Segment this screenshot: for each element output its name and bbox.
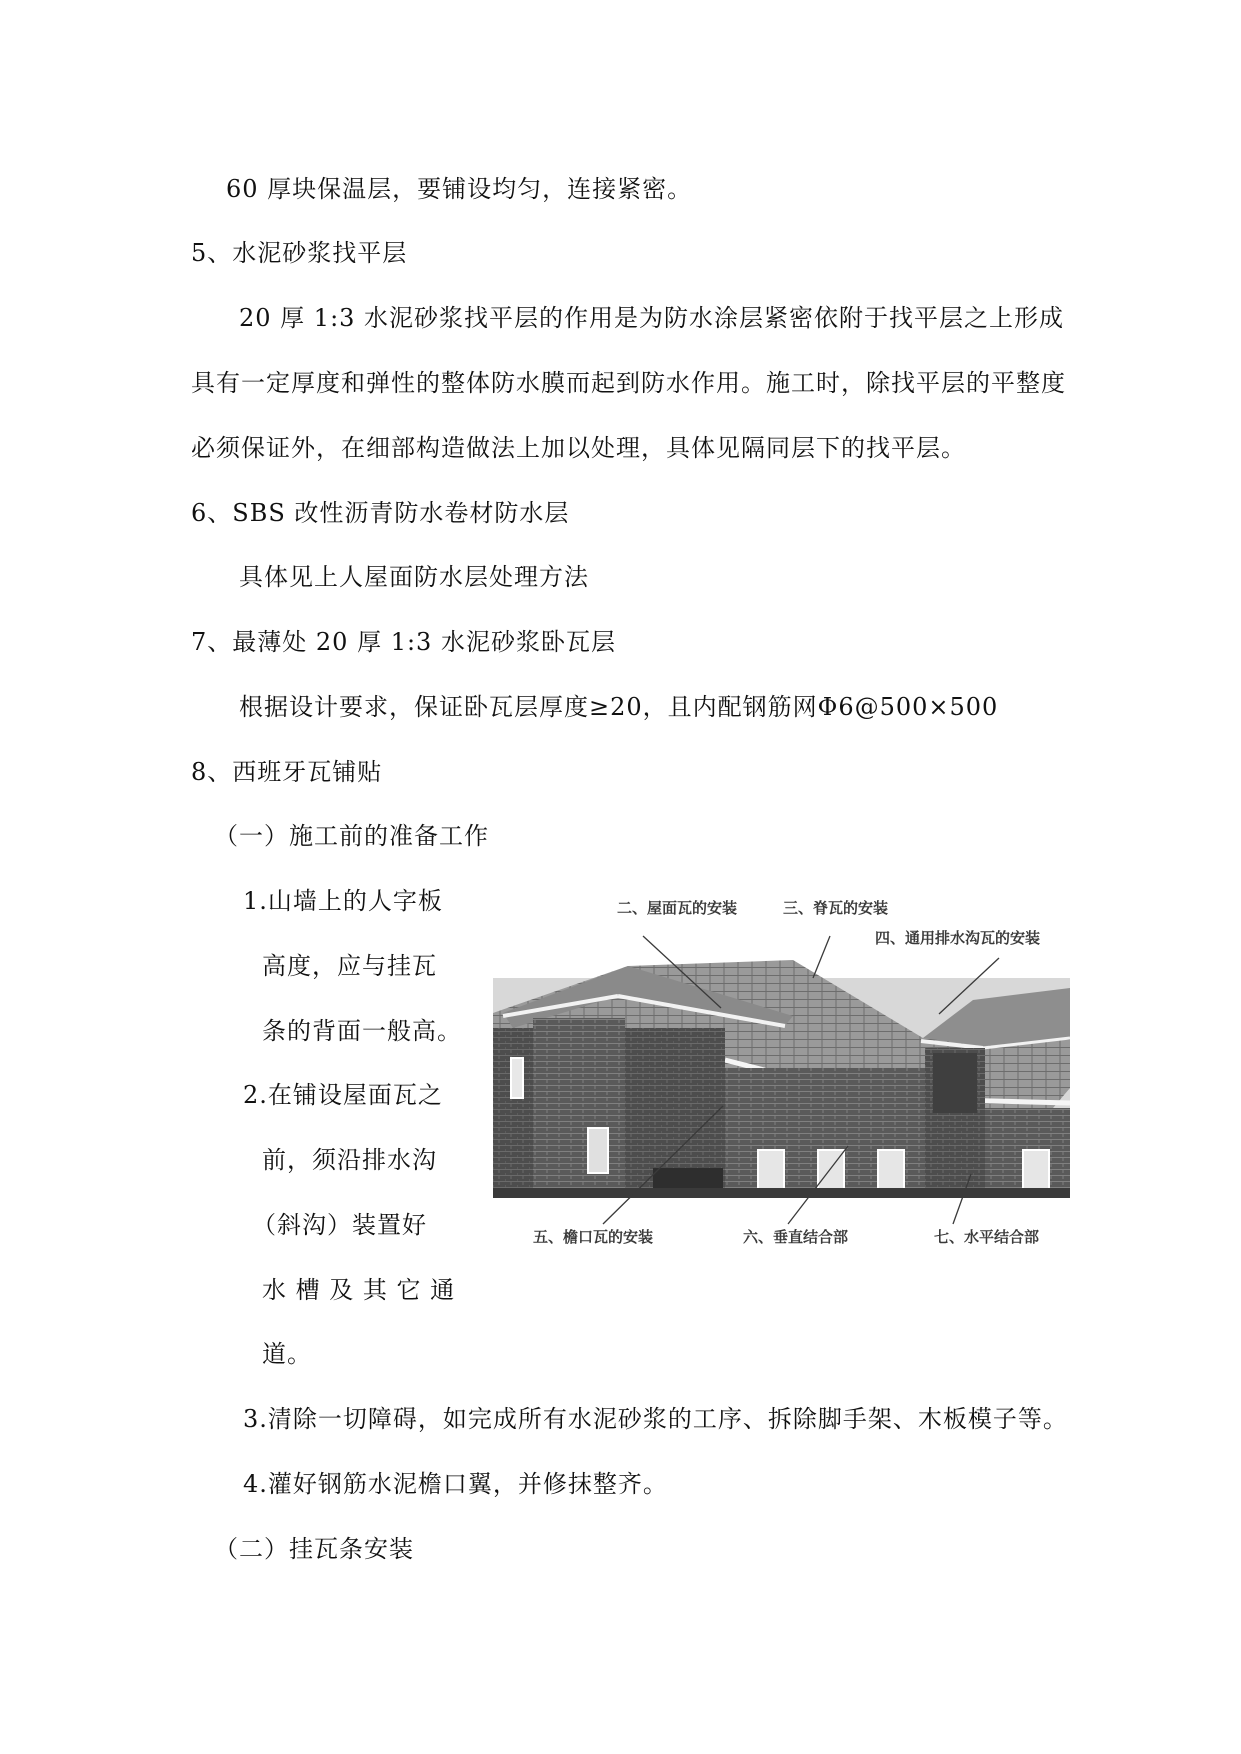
list-item-1-line-3: 条的背面一般高。 bbox=[262, 1017, 462, 1045]
list-item-2-line-2: 前，须沿排水沟 bbox=[262, 1146, 437, 1174]
caption-vertical-joint: 六、垂直结合部 bbox=[743, 1228, 849, 1246]
list-item-4: 4.灌好钢筋水泥檐口翼，并修抹整齐。 bbox=[243, 1470, 668, 1498]
list-item-1-line-2: 高度，应与挂瓦 bbox=[262, 952, 437, 980]
caption-ridge-tile: 三、脊瓦的安装 bbox=[783, 899, 889, 917]
heading-8: 8、西班牙瓦铺贴 bbox=[191, 758, 383, 786]
caption-drain-valley-tile: 四、通用排水沟瓦的安装 bbox=[875, 929, 1041, 947]
paragraph-5-line-2: 具有一定厚度和弹性的整体防水膜而起到防水作用。施工时，除找平层的平整度 bbox=[191, 369, 1066, 397]
list-item-2-line-5: 道。 bbox=[262, 1340, 312, 1368]
paragraph-insulation: 60 厚块保温层，要铺设均匀，连接紧密。 bbox=[226, 175, 693, 203]
caption-horizontal-joint: 七、水平结合部 bbox=[934, 1228, 1040, 1246]
list-item-3: 3.清除一切障碍，如完成所有水泥砂浆的工序、拆除脚手架、木板模子等。 bbox=[243, 1405, 1068, 1433]
paragraph-7: 根据设计要求，保证卧瓦层厚度≥20，且内配钢筋网Φ6@500×500 bbox=[239, 693, 999, 721]
list-item-2-line-4: 水 槽 及 其 它 通 bbox=[262, 1276, 456, 1304]
roof-tile-installation-photo bbox=[493, 888, 1070, 1298]
caption-eave-tile: 五、檐口瓦的安装 bbox=[533, 1228, 654, 1246]
heading-6: 6、SBS 改性沥青防水卷材防水层 bbox=[191, 499, 570, 527]
heading-5: 5、水泥砂浆找平层 bbox=[191, 239, 408, 267]
list-item-2-line-1: 2.在铺设屋面瓦之 bbox=[243, 1081, 443, 1109]
paragraph-6: 具体见上人屋面防水层处理方法 bbox=[239, 563, 589, 591]
caption-roof-tile: 二、屋面瓦的安装 bbox=[617, 899, 738, 917]
paragraph-5-line-1: 20 厚 1:3 水泥砂浆找平层的作用是为防水涂层紧密依附于找平层之上形成 bbox=[239, 304, 1065, 332]
house-photo bbox=[493, 960, 1070, 1198]
paragraph-5-line-3: 必须保证外，在细部构造做法上加以处理，具体见隔同层下的找平层。 bbox=[191, 434, 966, 462]
list-item-2-line-3: （斜沟）装置好 bbox=[252, 1211, 427, 1239]
subheading-1: （一）施工前的准备工作 bbox=[214, 822, 489, 850]
subheading-2: （二）挂瓦条安装 bbox=[214, 1535, 414, 1563]
heading-7: 7、最薄处 20 厚 1:3 水泥砂浆卧瓦层 bbox=[191, 628, 616, 656]
list-item-1-line-1: 1.山墙上的人字板 bbox=[243, 887, 443, 915]
